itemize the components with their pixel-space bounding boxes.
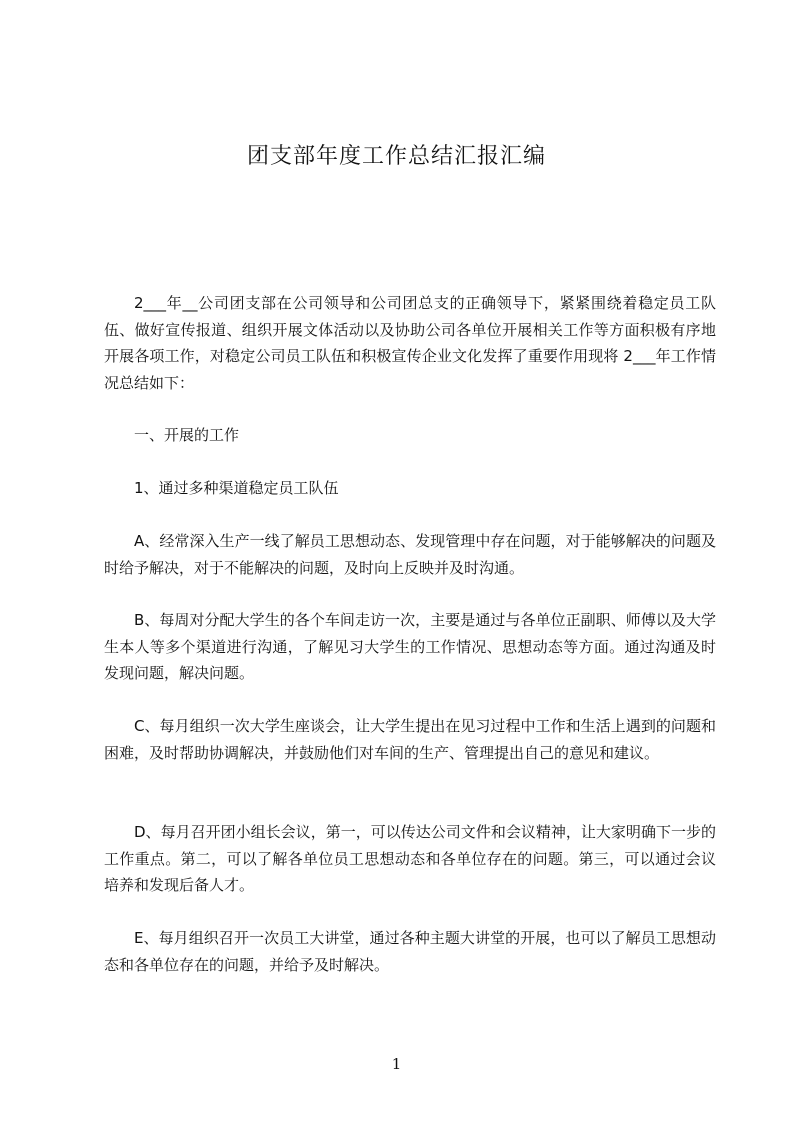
item-c-paragraph: C、每月组织一次大学生座谈会，让大学生提出在见习过程中工作和生活上遇到的问题和困难，及时帮助协调解决，并鼓励他们对车间的生产、管理提出自己的意见和建议。 <box>104 717 716 762</box>
document-title: 团支部年度工作总结汇报汇编 <box>246 144 546 169</box>
item-a-paragraph: A、经常深入生产一线了解员工思想动态、发现管理中存在问题，对于能够解决的问题及时给予解决，对于不能解决的问题，及时向上反映并及时沟通。 <box>104 532 716 577</box>
page-number: 1 <box>391 1055 402 1073</box>
item-e-paragraph: E、每月组织召开一次员工大讲堂，通过各种主题大讲堂的开展，也可以了解员工思想动态和各单位存在的问题，并给予及时解决。 <box>104 929 716 974</box>
subsection-heading: 1、通过多种渠道稳定员工队伍 <box>134 479 339 497</box>
item-b-paragraph: B、每周对分配大学生的各个车间走访一次，主要是通过与各单位正副职、师傅以及大学生本人等多个渠道进行沟通，了解见习大学生的工作情况、思想动态等方面。通过沟通及时发现问题，解决问题。 <box>104 611 716 682</box>
section-heading: 一、开展的工作 <box>134 426 240 444</box>
intro-paragraph: 2___年__公司团支部在公司领导和公司团总支的正确领导下，紧紧围绕着稳定员工队伍、做好宣传报道、组织开展文体活动以及协助公司各单位开展相关工作等方面积极有序地开展各项工作，对稳定公司员工队伍和积极宣传企业文化发挥了重要作用现将 2___年工作情况总结如下： <box>104 294 716 392</box>
item-d-paragraph: D、每月召开团小组长会议，第一，可以传达公司文件和会议精神，让大家明确下一步的工作重点。第二，可以了解各单位员工思想动态和各单位存在的问题。第三，可以通过会议培养和发现后备人才。 <box>104 823 716 894</box>
